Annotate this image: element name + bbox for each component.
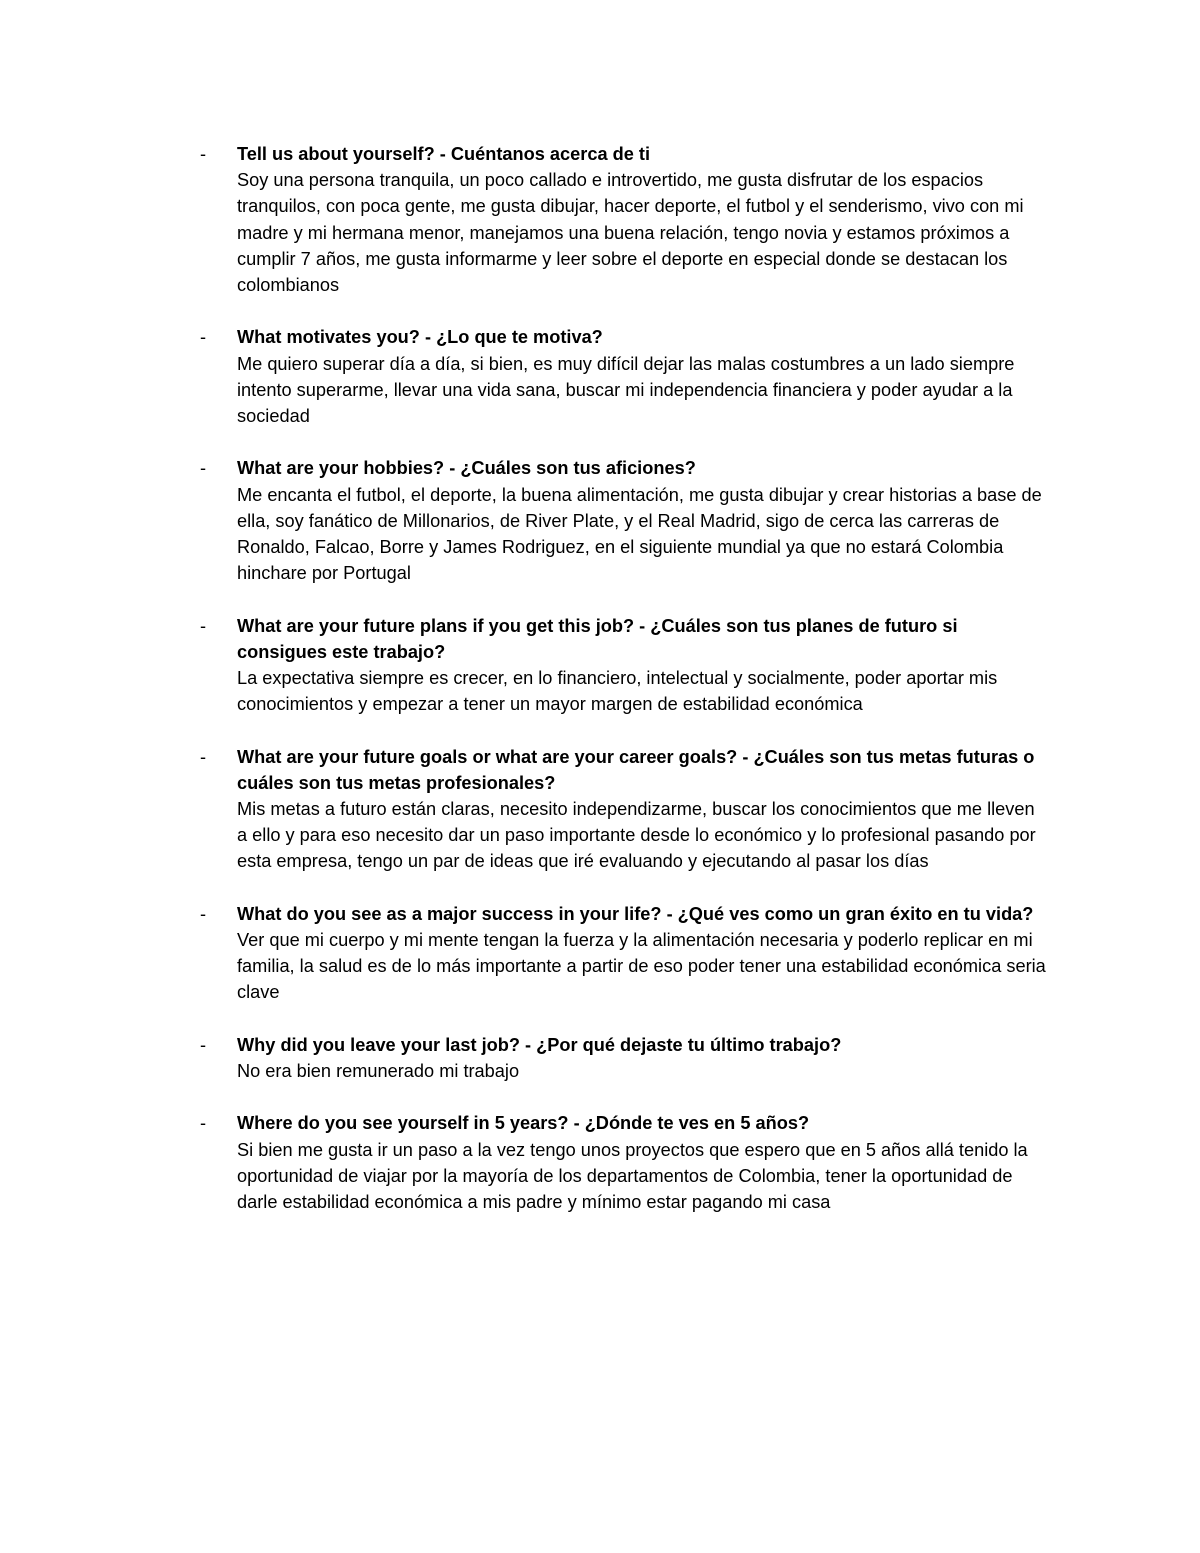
list-bullet: - — [200, 903, 207, 924]
list-item — [198, 455, 1048, 586]
question-text: What are your future plans if you get this job? - ¿Cuáles son tus planes de futuro si consigues este trabajo? — [237, 615, 958, 662]
answer-text: No era bien remunerado mi trabajo — [237, 1061, 520, 1082]
answer-text: La expectativa siempre es crecer, en lo financiero, intelectual y socialmente, poder aportar mis conocimientos y empezar a tener un mayor margen de estabilidad económica — [237, 668, 998, 715]
question-text: Where do you see yourself in 5 years? - ¿Dónde te ves en 5 años? — [237, 1113, 810, 1134]
question-text: What are your future goals or what are your career goals? - ¿Cuáles son tus metas futuras o cuáles son tus metas profesionales? — [237, 746, 1035, 793]
list-bullet: - — [200, 144, 207, 164]
list-item — [198, 613, 1048, 718]
question-text: What do you see as a major success in your life? - ¿Qué ves como un gran éxito en tu vida? — [237, 903, 1034, 924]
answer-text: Mis metas a futuro están claras, necesito independizarme, buscar los conocimientos que me lleven a ello y para eso necesito dar un paso importante desde lo económico y lo profesional pasando por esta empresa, tengo un par de ideas que iré evaluando y ejecutando al pasar los días — [237, 799, 1036, 872]
list-bullet: - — [200, 1034, 207, 1055]
list-bullet: - — [200, 458, 207, 479]
interview-question-list — [198, 141, 1048, 1241]
list-item — [198, 901, 1048, 1006]
answer-text: Me encanta el futbol, el deporte, la buena alimentación, me gusta dibujar y crear historias a base de ella, soy fanático de Millonarios, de River Plate, y el Real Madrid, sigo de cerca las carreras de Ronaldo, Falcao, Borre y James Rodriguez, en el siguiente mundial ya que no estará Colombia hinchare por Portugal — [237, 484, 1042, 584]
list-item — [198, 324, 1048, 429]
answer-text: Me quiero superar día a día, si bien, es muy difícil dejar las malas costumbres a un lado siempre intento superarme, llevar una vida sana, buscar mi independencia financiera y poder ayudar a la sociedad — [237, 353, 1015, 427]
list-item — [198, 141, 1048, 298]
list-bullet: - — [200, 1113, 207, 1134]
answer-text: Ver que mi cuerpo y mi mente tengan la fuerza y la alimentación necesaria y poderlo replicar en mi familia, la salud es de lo más importante a partir de eso poder tener una estabilidad económica seria clave — [237, 930, 1046, 1003]
list-item — [198, 744, 1048, 875]
list-bullet: - — [200, 746, 207, 767]
answer-text: Soy una persona tranquila, un poco callado e introvertido, me gusta disfrutar de los espacios tranquilos, con poca gente, me gusta dibujar, hacer deporte, el futbol y el senderismo, vivo con mi madre y mi hermana menor, manejamos una buena relación, tengo novia y estamos próximos a cumplir 7 años, me gusta informarme y leer sobre el deporte en especial donde se destacan los colombianos — [237, 170, 1024, 296]
question-text: What are your hobbies? - ¿Cuáles son tus aficiones? — [237, 458, 696, 479]
question-text: What motivates you? - ¿Lo que te motiva? — [237, 327, 603, 348]
answer-text: Si bien me gusta ir un paso a la vez tengo unos proyectos que espero que en 5 años allá tenido la oportunidad de viajar por la mayoría de los departamentos de Colombia, tener la oportunidad de darle estabilidad económica a mis padre y mínimo estar pagando mi casa — [237, 1139, 1028, 1213]
list-bullet: - — [200, 327, 207, 348]
list-item — [198, 1110, 1048, 1215]
question-text: Tell us about yourself? - Cuéntanos acerca de ti — [237, 144, 651, 164]
list-item — [198, 1032, 1048, 1084]
question-text: Why did you leave your last job? - ¿Por qué dejaste tu último trabajo? — [237, 1034, 842, 1055]
list-bullet: - — [200, 615, 207, 636]
